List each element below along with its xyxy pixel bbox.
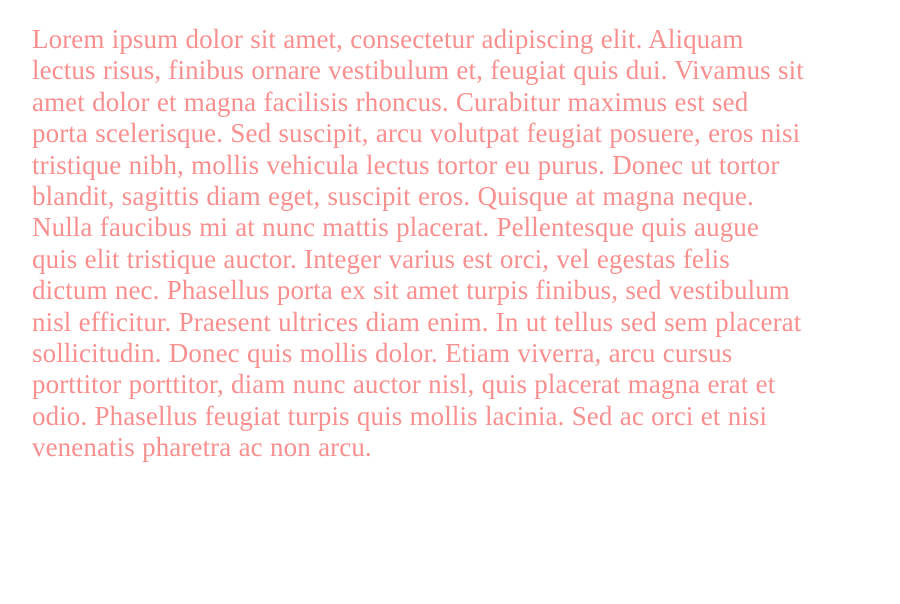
- lorem-ipsum-paragraph: Lorem ipsum dolor sit amet, consectetur adipiscing elit. Aliquam lectus risus, finibus ornare vestibulum et, feugiat quis dui. Vivamus sit amet dolor et magna facilisis rhoncus. Curabitur maximus est sed porta scelerisque. Sed suscipit, arcu volutpat feugiat posuere, eros nisi tristique nibh, mollis vehicula lectus tortor eu purus. Donec ut tortor blandit, sagittis diam eget, suscipit eros. Quisque at magna neque. Nulla faucibus mi at nunc mattis placerat. Pellentesque quis augue quis elit tristique auctor. Integer varius est orci, vel egestas felis dictum nec. Phasellus porta ex sit amet turpis finibus, sed vestibulum nisl efficitur. Praesent ultrices diam enim. In ut tellus sed sem placerat sollicitudin. Donec quis mollis dolor. Etiam viverra, arcu cursus porttitor porttitor, diam nunc auctor nisl, quis placerat magna erat et odio. Phasellus feugiat turpis quis mollis lacinia. Sed ac orci et nisi venenatis pharetra ac non arcu.: [32, 24, 804, 463]
